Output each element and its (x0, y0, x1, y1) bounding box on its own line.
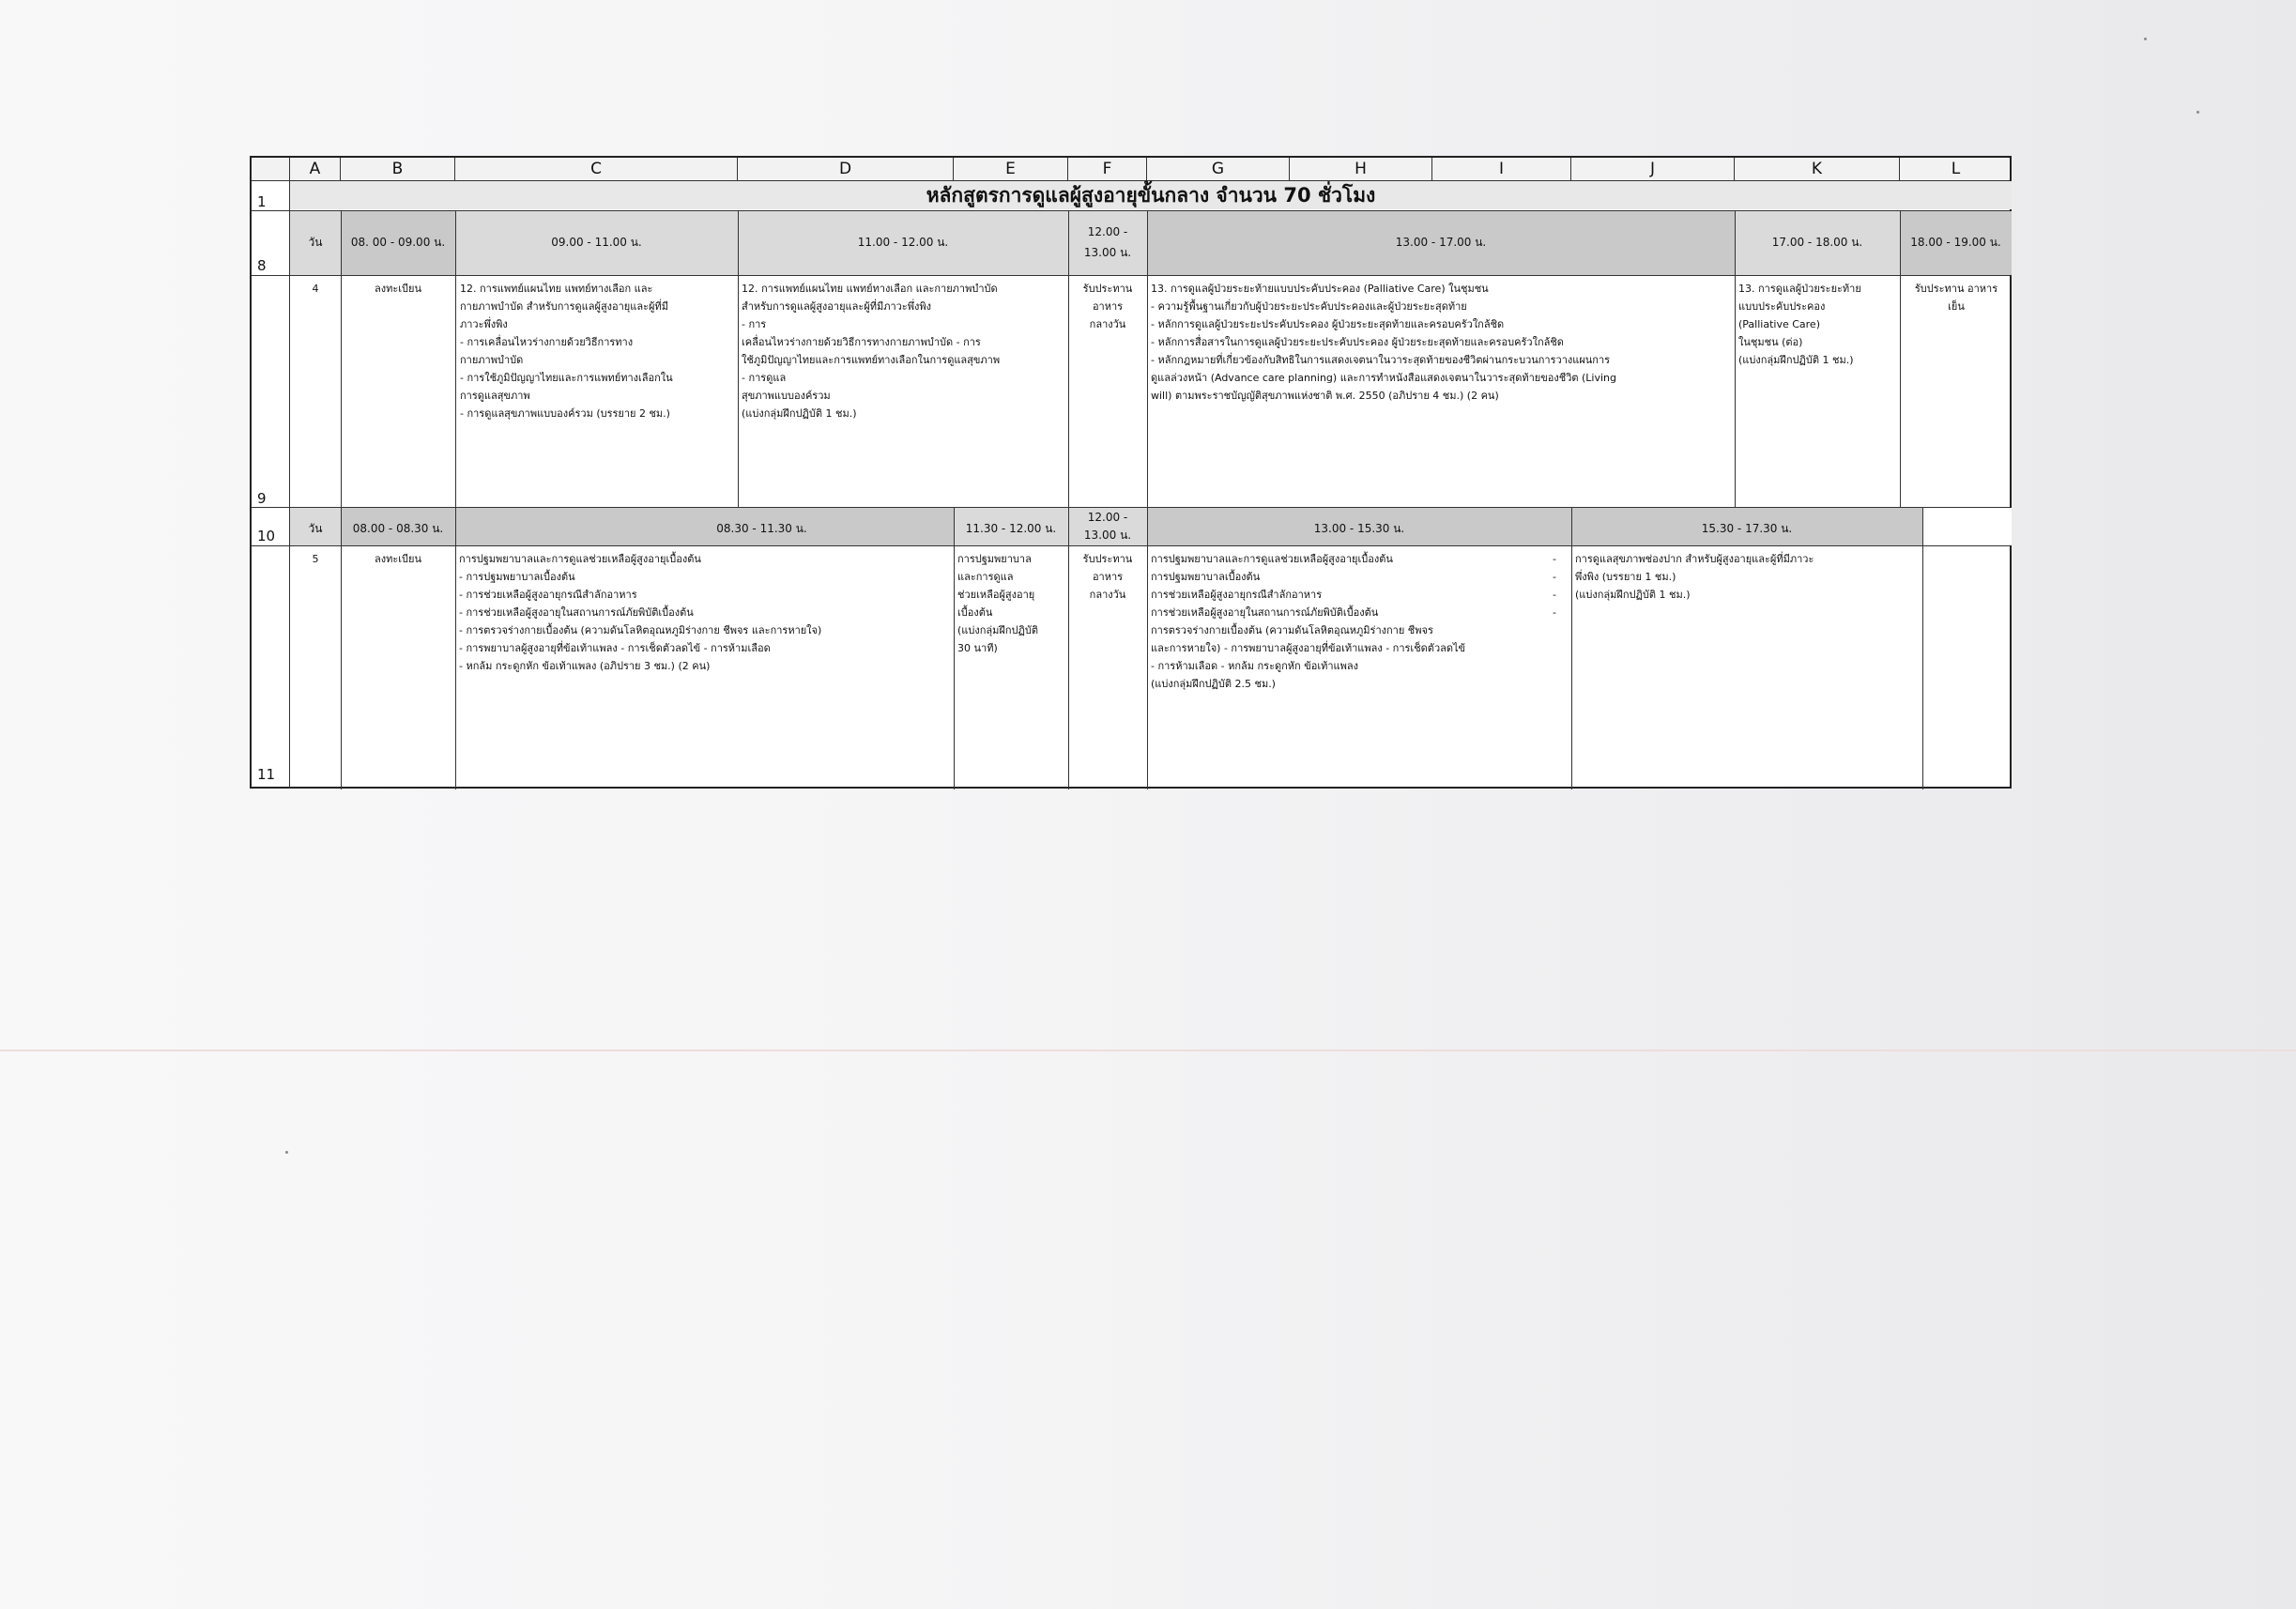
day1-registration: ลงทะเบียน (375, 283, 421, 295)
gridline (1922, 508, 1923, 789)
day1-day-number: 4 (312, 283, 319, 295)
day2-time-lunch: 12.00 - 13.00 น. (1083, 511, 1132, 542)
document-title: หลักสูตรการดูแลผู้สูงอายุขั้นกลาง จำนวน 70 ชั่วโมง (926, 184, 1376, 207)
gridline (1735, 211, 1736, 507)
row-divider (252, 545, 2010, 546)
row-number-11: 11 (257, 766, 276, 783)
gridline (1068, 211, 1069, 507)
gridline (738, 211, 739, 507)
row-number-10: 10 (257, 528, 276, 544)
day2-time-afternoon-1: 13.00 - 15.30 น. (1313, 522, 1405, 535)
day2-lunch-break: รับประทาน อาหาร กลางวัน (1082, 553, 1133, 601)
gridline (455, 211, 456, 507)
row-number-8: 8 (257, 257, 267, 274)
column-letter-a: A (290, 158, 341, 180)
corner-cell (252, 158, 290, 180)
gridline (1147, 211, 1148, 507)
gridline (1147, 508, 1148, 789)
day2-session-first-aid-practice-short: การปฐมพยาบาล และการดูแล ช่วยเหลือผู้สูงอายุ เบื้องต้น (แบ่งกลุ่มฝึกปฏิบัติ 30 นาที) (957, 553, 1038, 654)
row-number-9: 9 (257, 490, 267, 507)
day2-day-label: วัน (308, 522, 323, 535)
column-letter-d: D (738, 158, 954, 180)
day2-header-l-blank (1922, 508, 2012, 545)
day1-session-thai-medicine-lecture: 12. การแพทย์แผนไทย แพทย์ทางเลือก และ กายภาพบำบัด สำหรับการดูแลผู้สูงอายุและผู้ที่มี ภาวะพึ่งพิง - การเคลื่อนไหวร่างกายด้วยวิธีการทาง กายภาพบำบัด - การใช้ภูมิปัญญาไทยและการแพทย์ทางเลือกใน การดูแลสุขภาพ - การดูแลสุขภาพแบบองค์รวม (บรรยาย 2 ชม.) (460, 283, 673, 420)
column-letter-c: C (455, 158, 738, 180)
column-letter-f: F (1068, 158, 1147, 180)
day2-time-morning-1: 08.30 - 11.30 น. (716, 522, 807, 535)
gridline (1900, 211, 1901, 507)
scan-speck (2144, 38, 2147, 40)
gridline (341, 508, 342, 789)
day1-time-evening-2: 18.00 - 19.00 น. (1910, 236, 2001, 249)
day2-day-number: 5 (312, 553, 319, 565)
column-letter-i: I (1432, 158, 1571, 180)
day2-time-afternoon-2: 15.30 - 17.30 น. (1701, 522, 1793, 535)
day2-first-aid-bullet-marks: - - - - (1553, 553, 1556, 619)
row-divider (252, 275, 2010, 276)
gridline (1571, 508, 1572, 789)
row-number-1: 1 (257, 193, 267, 210)
day1-day-label: วัน (308, 236, 323, 249)
day1-session-palliative-care: 13. การดูแลผู้ป่วยระยะท้ายแบบประคับประคอง (Palliative Care) ในชุมชน - ความรู้พื้นฐานเกี่ยวกับผู้ป่วยระยะประคับประคองและผู้ป่วยระยะสุดท้าย - หลักการดูแลผู้ป่วยระยะประคับประคอง ผู้ป่วยระยะสุดท้ายและครอบครัวใกล้ชิด - หลักการสื่อสารในการดูแลผู้ป่วยระยะประคับประคอง ผู้ป่วยระยะสุดท้ายและครอบครัวใกล้ชิด - หลักกฎหมายที่เกี่ยวข้องกับสิทธิในการแสดงเจตนาในวาระสุดท้ายของชีวิตผ่านกระบวนการวางแผนการ ดูแลล่วงหน้า (Advance care planning) และการทำหนังสือแสดงเจตนาในวาระสุดท้ายของชีวิต (Living will) ตามพระราชบัญญัติสุขภาพแห่งชาติ พ.ศ. 2550 (อภิปราย 4 ชม.) (2 คน) (1151, 283, 1617, 402)
gridline (341, 211, 342, 507)
column-letter-h: H (1290, 158, 1432, 180)
day1-time-morning-1: 09.00 - 11.00 น. (551, 236, 642, 249)
spreadsheet-printout (250, 156, 2012, 789)
day1-time-morning-2: 11.00 - 12.00 น. (857, 236, 949, 249)
day1-session-palliative-practice: 13. การดูแลผู้ป่วยระยะท้าย แบบประคับประคอง (Palliative Care) ในชุมชน (ต่อ) (แบ่งกลุ่มฝึกปฏิบัติ 1 ชม.) (1738, 283, 1861, 366)
gridline (455, 508, 456, 789)
day1-time-afternoon: 13.00 - 17.00 น. (1395, 236, 1487, 249)
column-letter-k: K (1735, 158, 1900, 180)
column-letter-g: G (1147, 158, 1290, 180)
day1-time-lunch: 12.00 - 13.00 น. (1083, 225, 1132, 259)
column-letter-l: L (1951, 160, 1961, 178)
day1-session-thai-medicine-practice: 12. การแพทย์แผนไทย แพทย์ทางเลือก และกายภาพบำบัด สำหรับการดูแลผู้สูงอายุและผู้ที่มีภาวะพึ่งพิง - การ เคลื่อนไหวร่างกายด้วยวิธีการทางกายภาพบำบัด - การ ใช้ภูมิปัญญาไทยและการแพทย์ทางเลือกในการดูแลสุขภาพ - การดูแล สุขภาพแบบองค์รวม (แบ่งกลุ่มฝึกปฏิบัติ 1 ชม.) (742, 283, 1001, 420)
day1-time-registration: 08. 00 - 09.00 น. (350, 236, 446, 249)
gridline (954, 508, 955, 789)
scan-speck (285, 1151, 288, 1154)
column-letter-b: B (341, 158, 455, 180)
column-header-row (252, 158, 2010, 181)
day1-lunch-break: รับประทาน อาหาร กลางวัน (1082, 283, 1133, 330)
scan-speck (2197, 111, 2199, 114)
day2-session-first-aid-lecture: การปฐมพยาบาลและการดูแลช่วยเหลือผู้สูงอายุเบื้องต้น - การปฐมพยาบาลเบื้องต้น - การช่วยเหลือผู้สูงอายุกรณีสำลักอาหาร - การช่วยเหลือผู้สูงอายุในสถานการณ์ภัยพิบัติเบื้องต้น - การตรวจร่างกายเบื้องต้น (ความดันโลหิตอุณหภูมิร่างกาย ชีพจร และการหายใจ) - การพยาบาลผู้สูงอายุที่ข้อเท้าแพลง - การเช็ดตัวลดไข้ - การห้ามเลือด - หกล้ม กระดูกหัก ข้อเท้าแพลง (อภิปราย 3 ชม.) (2 คน) (459, 553, 822, 672)
day2-session-oral-health: การดูแลสุขภาพช่องปาก สำหรับผู้สูงอายุและผู้ที่มีภาวะ พึ่งพิง (บรรยาย 1 ชม.) (แบ่งกลุ่มฝึกปฏิบัติ 1 ชม.) (1575, 553, 1814, 601)
day1-dinner-break: รับประทาน อาหาร เย็น (1914, 283, 1998, 313)
day2-time-registration: 08.00 - 08.30 น. (352, 522, 444, 535)
column-letter-e: E (954, 158, 1068, 180)
gridline (1068, 508, 1069, 789)
paper-fold-line (0, 1050, 2296, 1051)
day2-time-morning-2: 11.30 - 12.00 น. (965, 522, 1057, 535)
day2-registration: ลงทะเบียน (375, 553, 421, 565)
column-letter-j: J (1571, 158, 1735, 180)
day2-session-first-aid-practice: การปฐมพยาบาลและการดูแลช่วยเหลือผู้สูงอายุเบื้องต้น การปฐมพยาบาลเบื้องต้น การช่วยเหลือผู้สูงอายุกรณีสำลักอาหาร การช่วยเหลือผู้สูงอายุในสถานการณ์ภัยพิบัติเบื้องต้น การตรวจร่างกายเบื้องต้น (ความดันโลหิตอุณหภูมิร่างกาย ชีพจร และการหายใจ) - การพยาบาลผู้สูงอายุที่ข้อเท้าแพลง - การเช็ดตัวลดไข้ - การห้ามเลือด - หกล้ม กระดูกหัก ข้อเท้าแพลง (แบ่งกลุ่มฝึกปฏิบัติ 2.5 ชม.) (1151, 553, 1466, 690)
day1-time-evening-1: 17.00 - 18.00 น. (1771, 236, 1863, 249)
